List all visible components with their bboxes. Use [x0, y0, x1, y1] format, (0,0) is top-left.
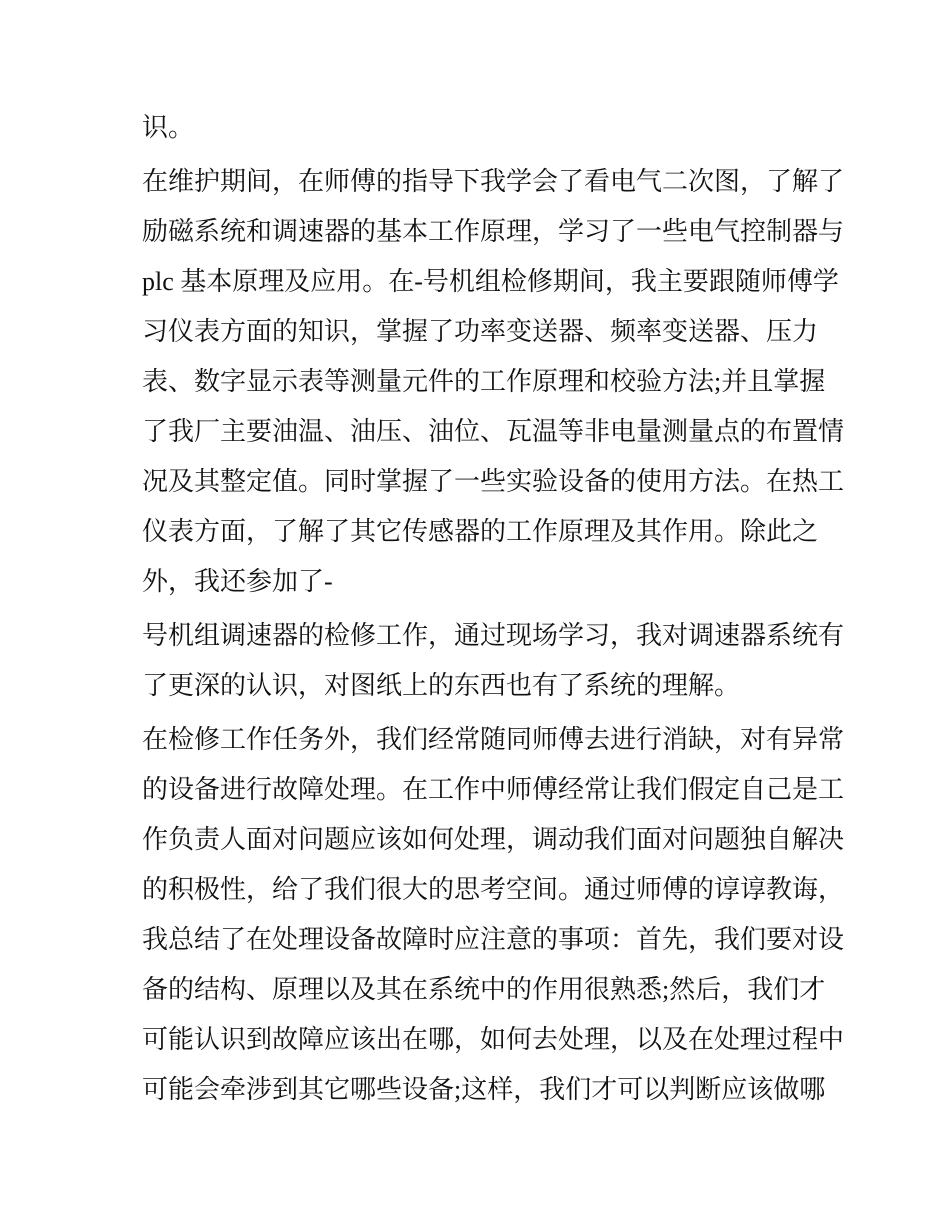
text-line: 的积极性，给了我们很大的思考空间。通过师傅的谆谆教诲， — [142, 875, 845, 904]
text-line: 作负责人面对问题应该如何处理，调动我们面对问题独自解决 — [142, 825, 845, 854]
text-line: 励磁系统和调速器的基本工作原理，学习了一些电气控制器与 — [142, 217, 845, 246]
text-line: 的设备进行故障处理。在工作中师傅经常让我们假定自己是工 — [142, 775, 845, 804]
text-line: 号机组调速器的检修工作，通过现场学习，我对调速器系统有 — [142, 621, 845, 650]
text-line: 表、数字显示表等测量元件的工作原理和校验方法;并且掌握 — [142, 367, 826, 396]
text-line: 可能会牵涉到其它哪些设备;这样，我们才可以判断应该做哪 — [142, 1075, 826, 1104]
text-line: 识。 — [142, 113, 195, 142]
text-line: 备的结构、原理以及其在系统中的作用很熟悉;然后，我们才 — [142, 975, 826, 1004]
text-line: 在维护期间，在师傅的指导下我学会了看电气二次图，了解了 — [142, 167, 845, 196]
text-line: 外，我还参加了- — [142, 567, 333, 596]
text-line: plc 基本原理及应用。在-号机组检修期间，我主要跟随师傅学 — [142, 267, 839, 296]
text-line: 了更深的认识，对图纸上的东西也有了系统的理解。 — [142, 671, 741, 700]
text-line: 习仪表方面的知识，掌握了功率变送器、频率变送器、压力 — [142, 317, 819, 346]
text-line: 我总结了在处理设备故障时应注意的事项：首先，我们要对设 — [142, 925, 845, 954]
text-line: 况及其整定值。同时掌握了一些实验设备的使用方法。在热工 — [142, 467, 845, 496]
text-line: 仪表方面，了解了其它传感器的工作原理及其作用。除此之 — [142, 517, 819, 546]
text-line: 可能认识到故障应该出在哪，如何去处理，以及在处理过程中 — [142, 1025, 845, 1054]
text-line: 了我厂主要油温、油压、油位、瓦温等非电量测量点的布置情 — [142, 417, 845, 446]
text-line: 在检修工作任务外，我们经常随同师傅去进行消缺，对有异常 — [142, 725, 845, 754]
